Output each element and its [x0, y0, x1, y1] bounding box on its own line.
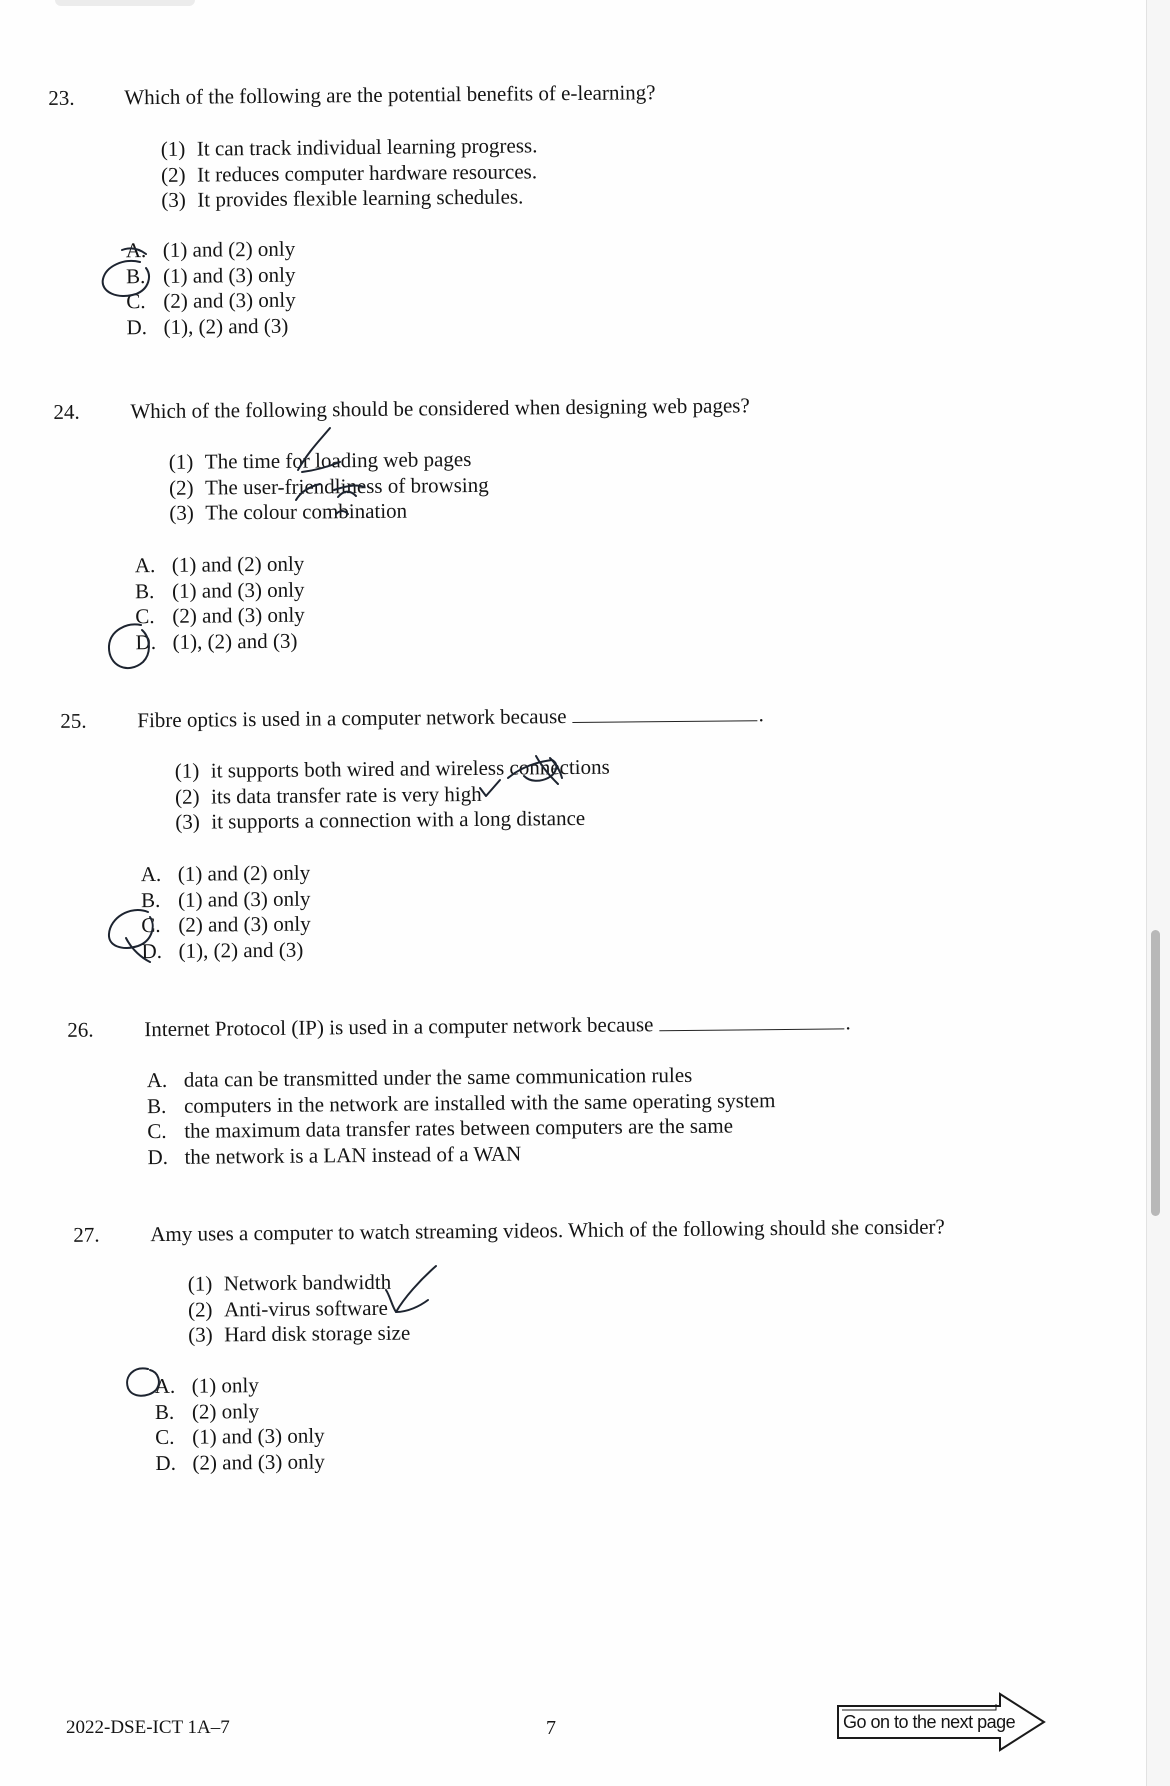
question-number: 27. [73, 1222, 100, 1247]
statement: (1) Network bandwidth [187, 1269, 392, 1296]
option-c: C. (2) and (3) only [126, 287, 296, 314]
statement: (2) It reduces computer hardware resources. [160, 158, 538, 187]
option-a: A. data can be transmitted under the same communication rules [146, 1062, 693, 1093]
option-list [147, 1062, 776, 1170]
statement: (2) its data transfer rate is very high [174, 781, 482, 809]
option-b: B. computers in the network are installed with the same operating system [146, 1087, 776, 1118]
question-stem: Internet Protocol (IP) is used in a computer network because . [144, 1010, 851, 1042]
option-b: B. (1) and (3) only [140, 886, 311, 912]
statement: (3) Hard disk storage size [188, 1320, 411, 1347]
option-a: A. (1) only [154, 1373, 259, 1399]
statement: (3) it supports a connection with a long distance [175, 805, 586, 834]
scrollbar-thumb[interactable] [1151, 930, 1160, 1216]
statement: (2) The user-friendliness of browsing [168, 472, 489, 500]
statement: (2) Anti-virus software [187, 1295, 388, 1322]
option-c: C. (2) and (3) only [135, 602, 305, 629]
option-c: C. (2) and (3) only [141, 911, 311, 938]
option-list [155, 1372, 325, 1476]
question-number: 24. [53, 399, 80, 424]
statement: (3) The colour combination [169, 498, 408, 525]
option-b: B. (2) only [154, 1398, 260, 1424]
question-number: 26. [67, 1017, 94, 1042]
answer-blank [573, 719, 758, 723]
option-d: D. (1), (2) and (3) [135, 628, 298, 654]
option-c: C. the maximum data transfer rates between computers are the same [147, 1113, 734, 1144]
option-d: D. the network is a LAN instead of a WAN [147, 1141, 522, 1169]
option-d: D. (2) and (3) only [155, 1448, 325, 1475]
statement-list [175, 755, 611, 836]
question-number: 25. [60, 708, 87, 733]
question-stem: Amy uses a computer to watch streaming videos. Which of the following should she consider? [150, 1214, 945, 1247]
option-a: A. (1) and (2) only [134, 551, 305, 578]
statement-list [161, 133, 538, 213]
question-stem: Fibre optics is used in a computer network because . [137, 702, 764, 733]
option-list [141, 861, 311, 965]
statement: (1) The time for loading web pages [168, 446, 472, 474]
option-b: B. (1) and (3) only [125, 262, 296, 288]
question-number: 23. [48, 85, 75, 111]
option-d: D. (1), (2) and (3) [126, 313, 289, 339]
answer-blank [659, 1027, 844, 1031]
next-page-label: Go on to the next page [843, 1712, 1016, 1732]
option-list [126, 237, 296, 341]
page-number: 7 [546, 1717, 556, 1739]
statement-list [169, 447, 489, 527]
question-stem: Which of the following should be considered when designing web pages? [130, 393, 750, 424]
scrollbar-track[interactable] [1146, 0, 1170, 1786]
option-c: C. (1) and (3) only [155, 1423, 325, 1450]
statement: (1) it supports both wired and wireless connections [174, 754, 610, 783]
option-b: B. (1) and (3) only [134, 577, 305, 603]
option-a: A. (1) and (2) only [140, 860, 311, 887]
statement-list [188, 1270, 411, 1349]
option-a: A. (1) and (2) only [125, 236, 296, 263]
exam-code: 2022-DSE-ICT 1A–7 [66, 1717, 230, 1738]
question-stem: Which of the following are the potential benefits of e-learning? [124, 80, 656, 110]
option-d: D. (1), (2) and (3) [141, 937, 304, 963]
option-list [135, 552, 305, 656]
statement: (1) It can track individual learning progress. [160, 133, 538, 161]
statement: (3) It provides flexible learning schedules. [161, 184, 524, 212]
